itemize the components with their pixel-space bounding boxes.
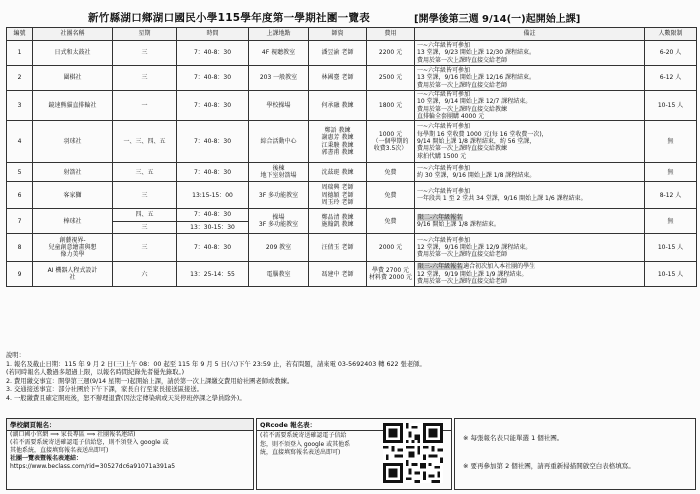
note-cell [415,234,645,262]
table-cell: 棒球社 [33,209,113,234]
table-cell: 2000 元 [367,234,415,262]
table-cell: 4F 視聽教室 [249,41,309,66]
table-cell: 9 [7,262,33,287]
table-cell: 創藝視界- 兒童創意繪畫與想 像力美學 [33,234,113,262]
note-line: 費用於第一次上課時直接交給教練 [417,145,508,153]
table-cell: 周瑞興 老師 周德穎 老師 周玉玲 老師 [309,182,367,209]
table-cell: 三 [113,221,177,234]
note-line: 每學期 16 堂收費 1000 元(每 16 堂收費一次)， [417,130,548,138]
table-cell: 7：40-8：30 [177,41,249,66]
start-notice: [開學後第三週 9/14(一)起開始上課] [414,14,581,25]
qr-code-icon[interactable] [383,423,443,483]
table-cell: 無 [645,163,697,182]
web-signup-line: (若不需要系統寄送確認電子信給您，則不須登入 google 或 [10,439,169,446]
table-cell: 免費 [367,182,415,209]
table-cell: 後棟 地下室射箭場 [249,163,309,182]
table-cell: 無 [645,121,697,163]
table-cell: 2500 元 [367,66,415,91]
table-cell: 203 一般教室 [249,66,309,91]
table-cell: 三 [113,182,177,209]
reminder-box [454,418,696,490]
note-line: 約 30 堂課，9/16 開始上課 1/8 課程結束。 [417,172,536,180]
table-cell: 1 [7,41,33,66]
note-line: 一~六年級皆可參加 [417,91,471,98]
table-cell: 7：40-8：30 [177,209,249,222]
reminder-line: ※ 每張報名表只能單選 1 個社團。 [463,434,564,442]
table-cell: 一 [113,91,177,121]
page-title: 新竹縣湖口鄉湖口國民小學115學年度第一學期社團一覽表 [88,12,371,24]
note-item: (若同時報名人數過多超過上限，以報名時間紀錄先者優先錄取。) [6,369,185,377]
column-header: 星期 [113,28,177,41]
table-cell: 7 [7,209,33,234]
note-line: 直排輪全套團購 4000 元 [417,112,485,120]
table-row [7,234,697,262]
table-cell: 7：40-8：30 [177,234,249,262]
column-header: 上課地點 [249,28,309,41]
note-line: 9/16 開始上課 1/8 課程結束。 [417,221,500,229]
table-cell: 2 [7,66,33,91]
note-line: 10 堂課，9/14 開始上課 12/7 課程結束。 [417,98,532,106]
table-row [7,262,697,287]
table-cell: 操場 3F 多功能教室 [249,209,309,234]
table-cell: 2200 元 [367,41,415,66]
table-cell: 10-15 人 [645,262,697,287]
column-header: 編號 [7,28,33,41]
table-cell: 羽球社 [33,121,113,163]
table-cell: 13：30-15：30 [177,221,249,234]
table-cell: 汪倩玉 老師 [309,234,367,262]
note-item: 3. 交通接送事宜：部分社團於下午下課，家長自行至家長接送區接送。 [6,386,203,394]
column-header: 社團名稱 [33,28,113,41]
signup-url-link[interactable]: https://www.beclass.com/rid=30527dc6a91071a391a5 [10,463,176,470]
table-cell: 客家獅 [33,182,113,209]
note-line: 9/14 開始上課 1/8 課程結束，約 56 堂課， [417,138,536,146]
table-cell: 7：40-8：30 [177,163,249,182]
table-cell: 何承融 教練 [309,91,367,121]
table-row [7,91,697,121]
column-header: 備註 [415,28,645,41]
table-cell: 6 [7,182,33,209]
table-header-row [7,28,697,41]
note-line: 一~六年級皆可參加 [417,42,471,50]
table-row [7,182,697,209]
note-cell [415,182,645,209]
table-cell: 圍棋社 [33,66,113,91]
table-cell: 日式和太鼓社 [33,41,113,66]
table-cell: 4 [7,121,33,163]
web-signup-box [6,418,254,490]
table-cell: 6-20 人 [645,41,697,66]
column-header: 人數限制 [645,28,697,41]
table-cell: 7：40-8：30 [177,91,249,121]
table-cell: 潘昱渝 老師 [309,41,367,66]
note-cell [415,209,645,234]
table-cell: 免費 [367,163,415,182]
table-cell: 綜合活動中心 [249,121,309,163]
signup-link-label: 社團一覽表暨報名表連結： [10,455,83,462]
note-line: 12 堂課，9/16 開始上課 12/9 課程結束。 [417,244,532,252]
table-cell: 沈茲珽 教練 [309,163,367,182]
note-line: 一~六年級皆可參加 [417,164,471,172]
table-cell: 免費 [367,209,415,234]
note-text: 適合初次加入本社團的學生 [463,263,536,271]
note-line: 一~六年級皆可參加 [417,236,471,244]
table-cell: 10-15 人 [645,91,697,121]
club-table [6,27,697,287]
web-signup-header: 學校網頁報名： [7,419,253,431]
note-cell [415,121,645,163]
qrcode-header: QRcode 報名表： [257,419,451,431]
note-line: 費用於第一次上課時直接交給老師 [417,81,508,89]
table-row [7,66,697,91]
table-cell: 鄭語 教練 謝惠芳 教練 江秉駿 教練 郭書甫 教練 [309,121,367,163]
note-line: 費用於第一次上課時直接交給老師 [417,251,508,259]
table-cell: 鏡速熊貓直排輪社 [33,91,113,121]
note-line: 一~六年級皆可參加 [417,187,471,195]
qrcode-text: (若不需要系統寄送確認電子信給您，則不須登入 google 或其他系統，直接填寫報名表送出即可) [260,432,351,456]
column-header: 師資 [309,28,367,41]
table-cell: 7：40-8：30 [177,66,249,91]
table-cell: 三 [113,66,177,91]
table-row [7,163,697,182]
table-cell: 馮建中 老師 [309,262,367,287]
table-cell: 13:15-15：00 [177,182,249,209]
note-item: 4. 一般繳費且確定開班後，恕不辦理退費(因法定傳染病或天災停班停課之學員除外)。 [6,394,246,402]
column-header: 時間 [177,28,249,41]
notes-heading: 說明： [6,352,25,359]
table-cell: 林國臺 老師 [309,66,367,91]
table-row [7,209,697,222]
note-item: 1. 報名及截止日期：115 年 9 月 2 日(三)上午 08：00 起至 115 年 9 月 5 日(六)下午 23:59 止，若有問題，請來電 03-5692403 轉 622 張老師。 [6,360,426,368]
table-cell: 1800 元 [367,91,415,121]
note-cell [415,163,645,182]
note-line: 一~六年級皆可參加 [417,123,471,131]
notes-section [6,352,696,404]
note-cell [415,262,645,287]
table-row [7,121,697,163]
table-cell: 電腦教室 [249,262,309,287]
table-cell: AI 機器人程式設計 社 [33,262,113,287]
table-cell: 四、五 [113,209,177,222]
table-cell: 射箭社 [33,163,113,182]
table-row [7,41,697,66]
qrcode-box [256,418,452,490]
table-cell: 8 [7,234,33,262]
note-line: 費用於第一次上課時直接交給教練 [417,105,508,113]
note-line: 球拍代購 1500 元 [417,152,467,160]
web-signup-line: 其他系統，直接填寫報名表送出即可) [10,447,109,454]
table-cell: 三 [113,234,177,262]
note-item: 2. 費用繳交事宜：開學第三週(9/14 星期一)起開始上課，請於第一次上課繳交費用給社團老師或教練。 [6,377,294,385]
note-cell [415,66,645,91]
table-cell: 209 教室 [249,234,309,262]
note-line: 13 堂課，9/23 開始上課 12/30 課程結束。 [417,49,536,57]
note-line: 12 堂課，9/19 開始上課 1/9 課程結束。 [417,270,528,278]
note-line: 13 堂課，9/16 開始上課 12/16 課程結束。 [417,74,536,82]
table-cell: 10-15 人 [645,234,697,262]
table-cell: 5 [7,163,33,182]
table-cell: 學校操場 [249,91,309,121]
note-cell [415,91,645,121]
table-cell: 7：40-8：30 [177,121,249,163]
reminder-line: ※ 要再參加第 2 個社團，請再重新掃描開啟空白表格填寫。 [463,462,635,470]
table-cell: 3F 多功能教室 [249,182,309,209]
web-signup-line: (湖口國小官網 ⟹ 家長專區 ⟹ 社團報名連結) [10,431,136,438]
table-cell: 13：25-14：55 [177,262,249,287]
table-cell: 學費 2700 元 材料費 2000 元 [367,262,415,287]
highlight-label: 限二-六年級報名 [418,213,463,221]
table-cell: 三 [113,41,177,66]
note-cell [415,41,645,66]
note-line: 一年段共 1 至 2 堂共 34 堂課，9/16 開始上課 1/6 課程結束。 [417,195,587,203]
table-cell: 3 [7,91,33,121]
highlight-label: 限三-六年級報名 [418,263,463,271]
column-header: 費用 [367,28,415,41]
table-cell: 三、五 [113,163,177,182]
table-cell: 無 [645,209,697,234]
table-cell: 一、三、四、五 [113,121,177,163]
table-cell: 8-12 人 [645,182,697,209]
table-cell: 鄭品清 教練 施翰凱 教練 [309,209,367,234]
table-cell: 1000 元 （一個學期的 收費3.5次） [367,121,415,163]
table-cell: 六 [113,262,177,287]
note-line: 費用於第一次上課時直接交給老師 [417,56,508,64]
table-cell: 6-12 人 [645,66,697,91]
note-line: 一~六年級皆可參加 [417,67,471,75]
note-line: 費用於第一次上課時直接交給老師 [417,277,508,285]
